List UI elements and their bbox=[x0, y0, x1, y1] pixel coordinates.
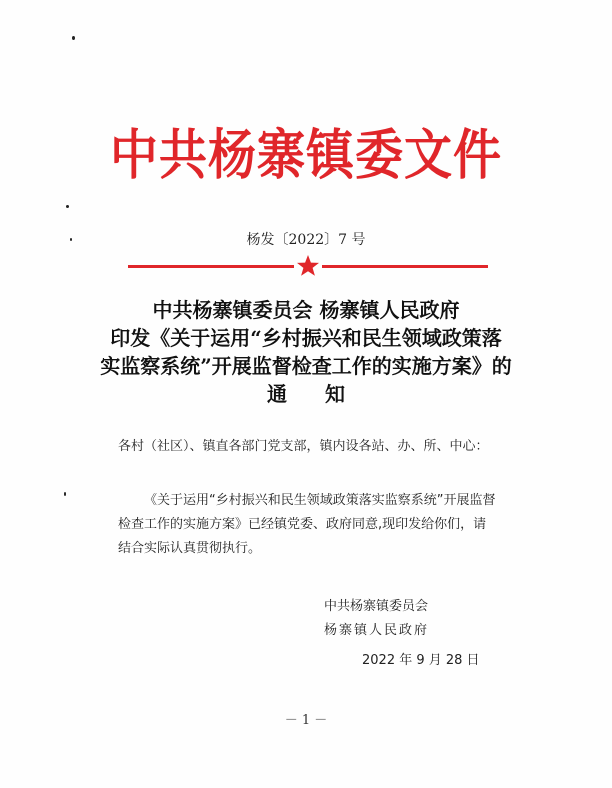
red-star-icon bbox=[296, 254, 320, 278]
addressee: 各村（社区）、镇直各部门党支部，镇内设各站、办、所、中心： bbox=[118, 439, 489, 454]
scan-speck bbox=[72, 36, 75, 40]
signature-committee: 中共杨寨镇委员会 bbox=[324, 599, 429, 614]
body-paragraph: 《关于运用“乡村振兴和民生领域政策落实监察系统”开展监督检查工作的实施方案》已经镇党委、政府同意,现印发给你们，请结合实际认真贯彻执行。 bbox=[118, 493, 496, 556]
red-separator-rule bbox=[128, 258, 488, 276]
scan-speck bbox=[64, 492, 66, 496]
document-masthead: 中共杨寨镇委文件 bbox=[109, 124, 502, 187]
title-line-1: 中共杨寨镇委员会 杨寨镇人民政府 bbox=[152, 298, 460, 322]
document-number: 杨发〔2022〕7 号 bbox=[246, 232, 366, 248]
red-rule-right bbox=[322, 265, 488, 268]
red-rule-left bbox=[128, 265, 294, 268]
title-line-4: 通知 bbox=[267, 382, 383, 406]
title-line-2: 印发《关于运用“乡村振兴和民生领域政策落 bbox=[110, 326, 502, 350]
page-number: － 1 － bbox=[284, 713, 328, 728]
notice-title bbox=[80, 296, 532, 408]
scan-speck bbox=[66, 205, 69, 208]
signature-government: 杨寨镇人民政府 bbox=[324, 623, 430, 638]
title-line-3: 实监察系统”开展监督检查工作的实施方案》的 bbox=[100, 354, 512, 378]
signature-date: 2022 年 9 月 28 日 bbox=[362, 653, 480, 668]
